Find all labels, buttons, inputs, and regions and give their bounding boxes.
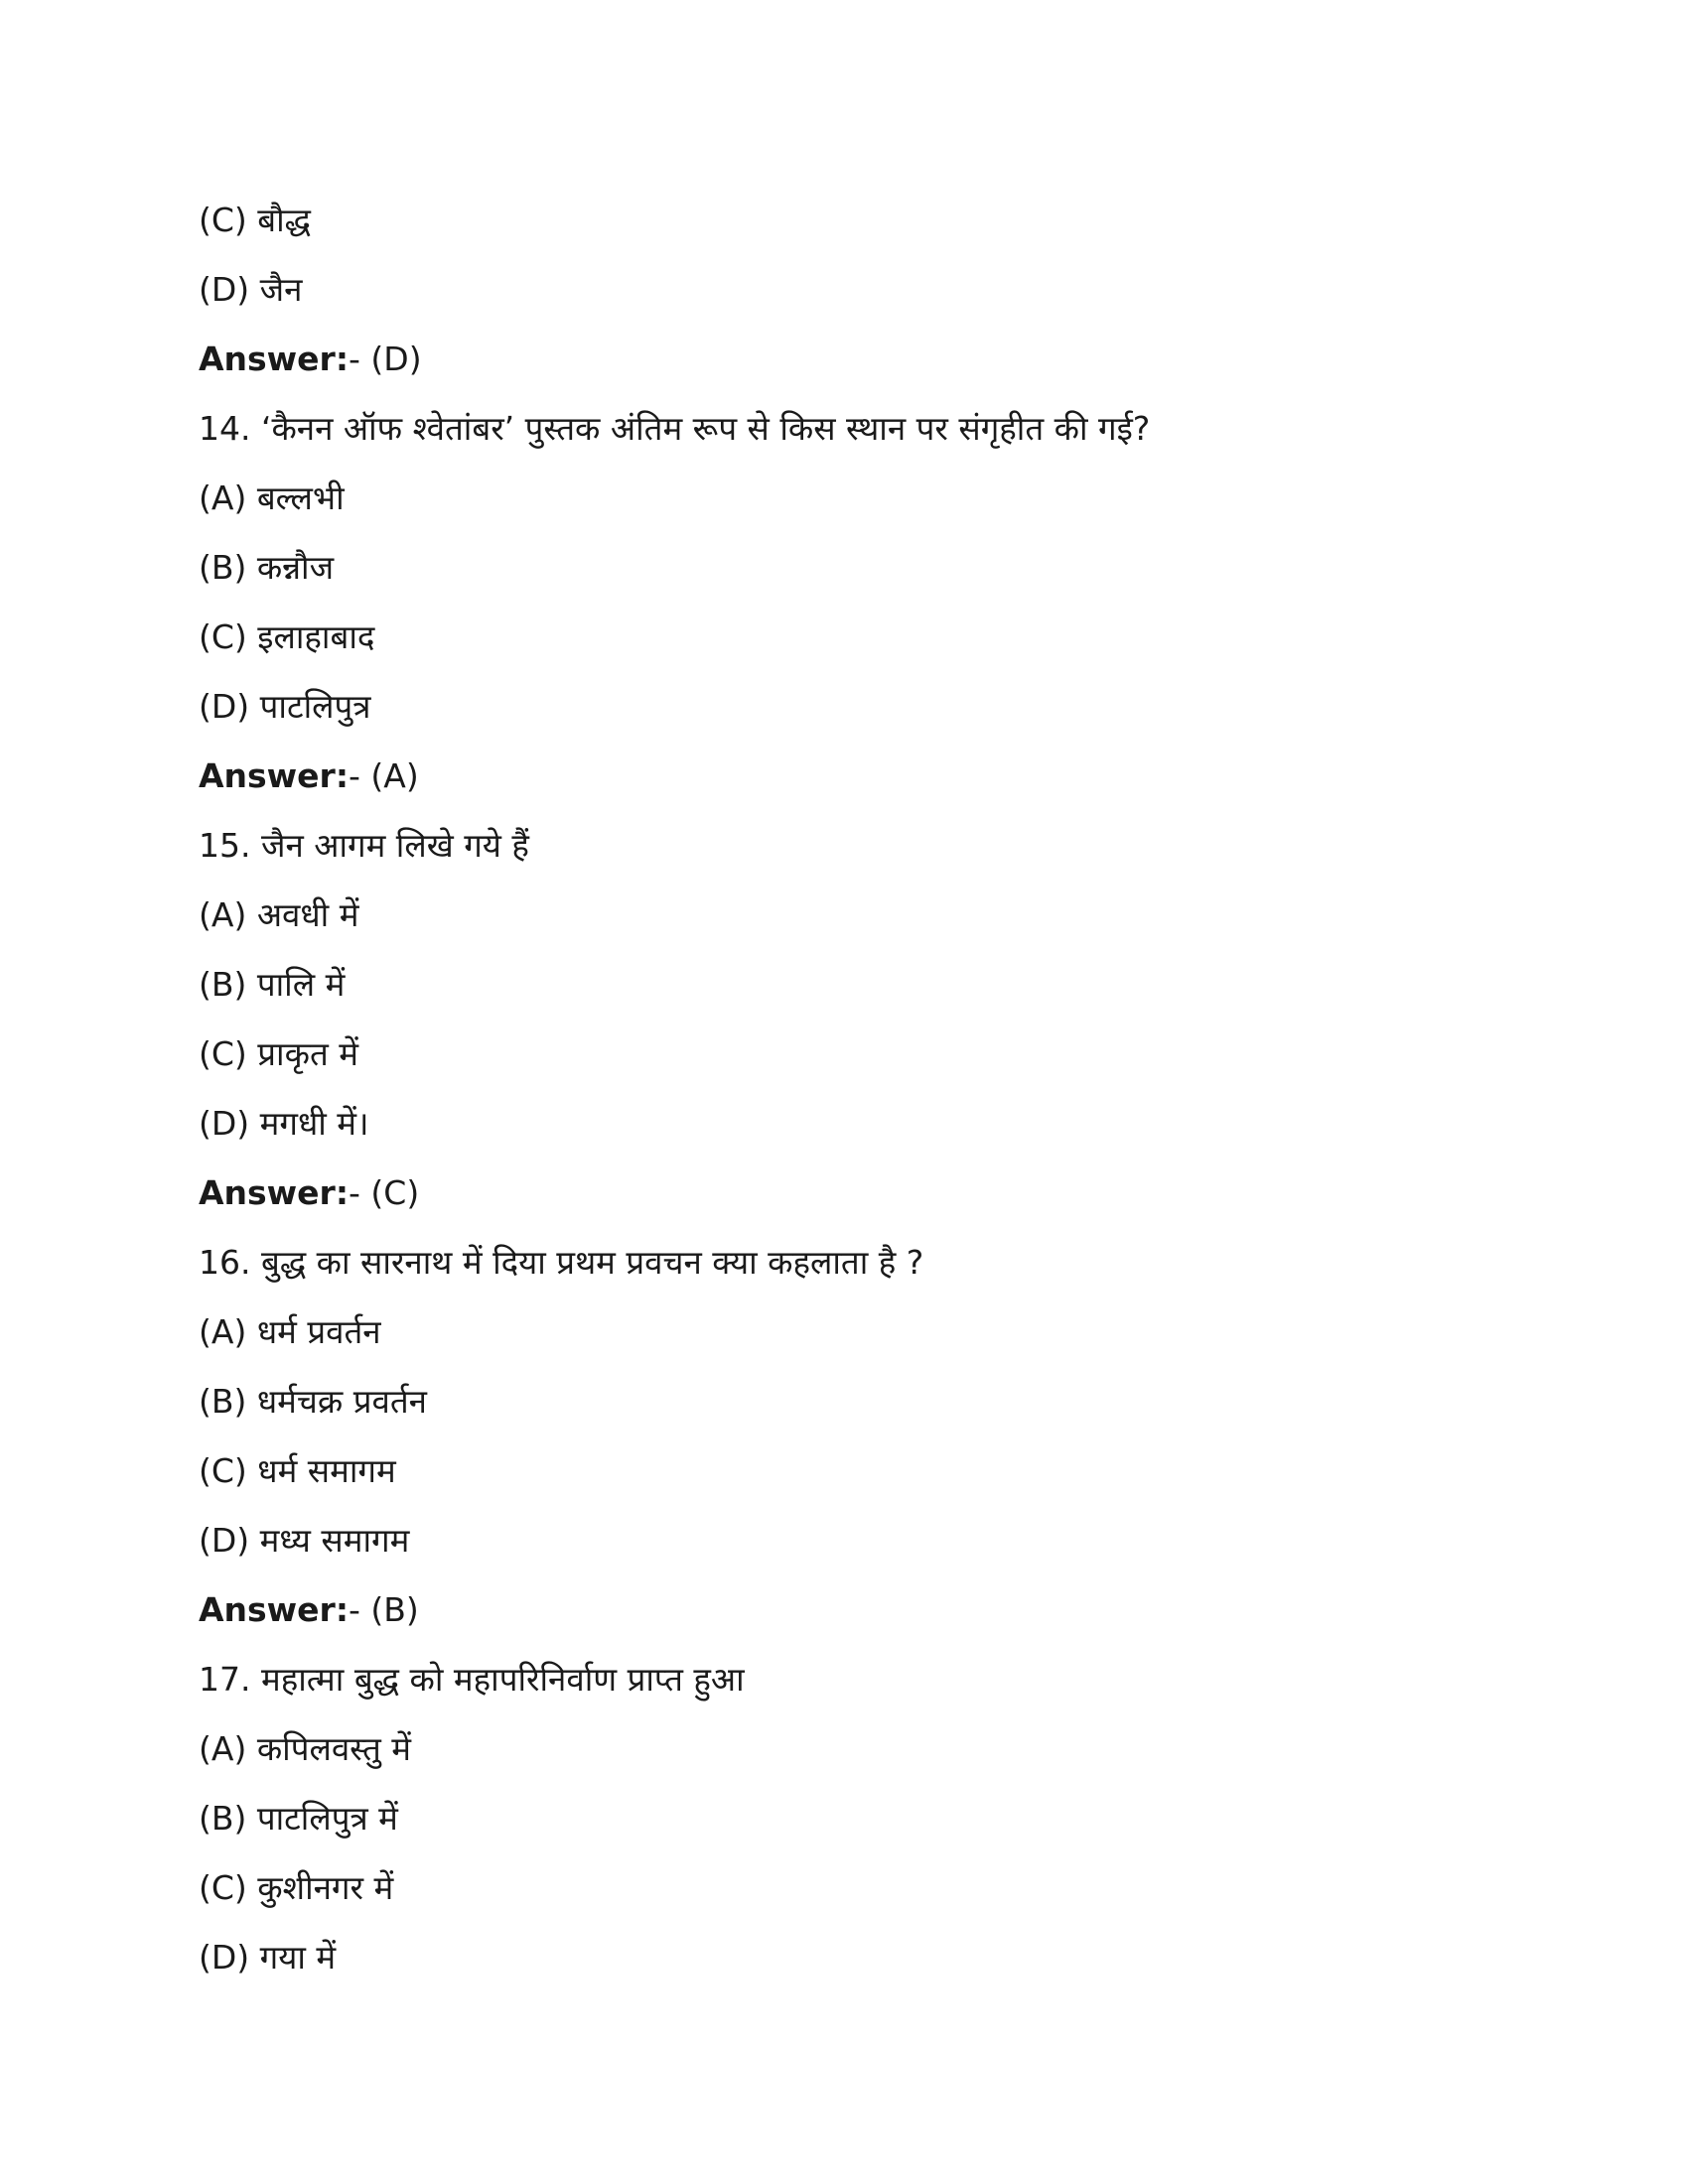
option-text: (C) कुशीनगर में [199, 1868, 394, 1907]
answer-line [199, 750, 1489, 819]
option-line [199, 1097, 1489, 1166]
option-line [199, 1027, 1489, 1097]
option-line [199, 194, 1489, 263]
question-line [199, 819, 1489, 888]
option-text: (A) बल्लभी [199, 478, 345, 517]
option-line [199, 1375, 1489, 1444]
option-line [199, 958, 1489, 1027]
option-text: (C) इलाहाबाद [199, 617, 375, 656]
option-text: (B) पाटलिपुत्र में [199, 1799, 398, 1838]
option-text: (D) मध्य समागम [199, 1521, 410, 1560]
option-line [199, 1514, 1489, 1583]
option-text: (A) कपिलवस्तु में [199, 1729, 412, 1768]
option-line [199, 1861, 1489, 1931]
option-line [199, 472, 1489, 541]
option-text: (B) पालि में [199, 965, 346, 1004]
answer-line [199, 333, 1489, 402]
answer-value: - (D) [349, 340, 422, 378]
question-text: 16. बुद्ध का सारनाथ में दिया प्रथम प्रवचन क्या कहलाता है ? [199, 1243, 924, 1282]
answer-line [199, 1583, 1489, 1653]
option-text: (A) अवधी में [199, 895, 359, 934]
option-text: (A) धर्म प्रवर्तन [199, 1312, 381, 1351]
answer-value: - (B) [349, 1590, 419, 1629]
option-text: (D) मगधी में। [199, 1104, 369, 1143]
option-line [199, 1792, 1489, 1861]
option-text: (B) कन्नौज [199, 548, 335, 587]
answer-label: Answer: [199, 1590, 350, 1629]
option-line [199, 1305, 1489, 1375]
option-line [199, 611, 1489, 680]
option-line [199, 541, 1489, 611]
answer-label: Answer: [199, 1173, 350, 1212]
answer-label: Answer: [199, 340, 350, 378]
option-text: (B) धर्मचक्र प्रवर्तन [199, 1382, 427, 1421]
question-text: 15. जैन आगम लिखे गये हैं [199, 826, 529, 865]
option-line [199, 680, 1489, 750]
answer-value: - (A) [349, 756, 419, 795]
document-page [199, 194, 1489, 2000]
option-line [199, 1444, 1489, 1514]
question-text: 17. महात्मा बुद्ध को महापरिनिर्वाण प्राप्त हुआ [199, 1660, 745, 1699]
answer-line [199, 1166, 1489, 1236]
answer-value: - (C) [349, 1173, 420, 1212]
option-text: (D) जैन [199, 270, 303, 309]
option-text: (C) प्राकृत में [199, 1034, 358, 1073]
option-text: (D) गया में [199, 1938, 337, 1977]
option-line [199, 263, 1489, 333]
option-line [199, 1722, 1489, 1792]
question-text: 14. ‘कैनन ऑफ श्वेतांबर’ पुस्तक अंतिम रूप से किस स्थान पर संगृहीत की गई? [199, 409, 1151, 448]
option-text: (C) धर्म समागम [199, 1451, 396, 1490]
option-text: (C) बौद्ध [199, 201, 312, 239]
answer-label: Answer: [199, 756, 350, 795]
option-text: (D) पाटलिपुत्र [199, 687, 371, 726]
option-line [199, 888, 1489, 958]
question-line [199, 402, 1489, 472]
option-line [199, 1931, 1489, 2000]
question-line [199, 1653, 1489, 1722]
question-line [199, 1236, 1489, 1305]
